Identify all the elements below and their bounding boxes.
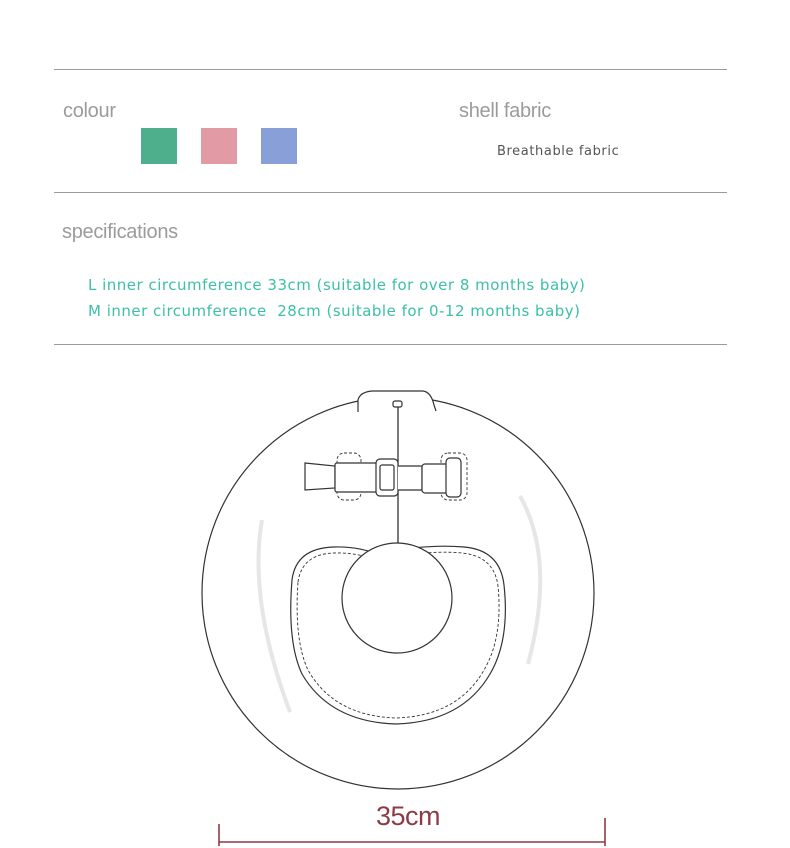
- pink-swatch[interactable]: [201, 128, 237, 164]
- left-quilting: [259, 520, 291, 712]
- colour-label: colour: [63, 100, 116, 122]
- inner-hole: [342, 543, 452, 653]
- right-quilting: [520, 496, 540, 664]
- bottom-divider: [54, 344, 727, 345]
- shell-fabric-value: Breathable fabric: [497, 144, 620, 159]
- buckle: [305, 453, 467, 500]
- shell-fabric-label: shell fabric: [459, 100, 551, 122]
- spec-line-l: L inner circumference 33cm (suitable for over 8 months baby): [88, 276, 586, 294]
- neck-float-diagram: [0, 350, 790, 848]
- dimension-label: 35cm: [376, 801, 441, 831]
- top-divider: [54, 69, 727, 70]
- spec-line-m: M inner circumference 28cm (suitable for 0-12 months baby): [88, 302, 581, 320]
- handle-loop: [393, 401, 402, 407]
- blue-swatch[interactable]: [261, 128, 297, 164]
- specifications-label: specifications: [62, 221, 178, 243]
- green-swatch[interactable]: [141, 128, 177, 164]
- middle-divider: [54, 192, 727, 193]
